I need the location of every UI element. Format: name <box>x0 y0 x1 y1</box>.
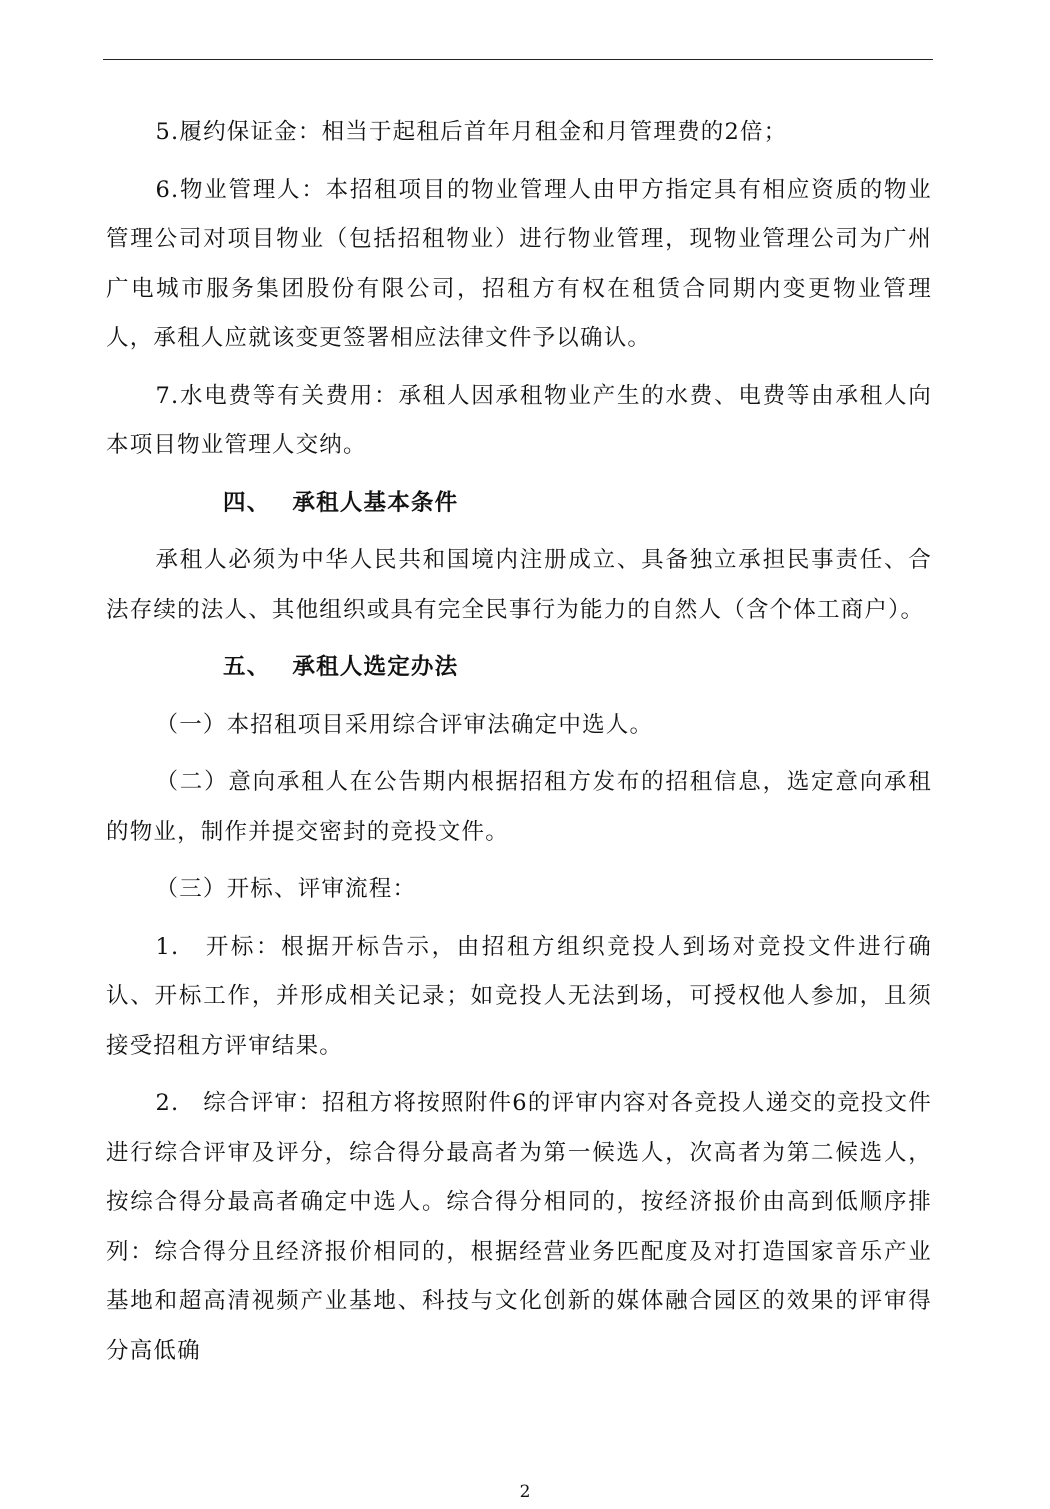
section-heading-lessee-conditions <box>106 479 932 529</box>
paragraph-deposit: 5.履约保证金：相当于起租后首年月租金和月管理费的2倍； <box>155 119 788 145</box>
section-number: 五、 <box>223 654 271 680</box>
paragraph-evaluation-method: （一）本招租项目采用综合评审法确定中选人。 <box>155 711 654 738</box>
section-title: 承租人选定办法 <box>292 654 459 680</box>
paragraph-comprehensive-review: 2. 综合评审：招租方将按照附件6的评审内容对各竞投人递交的竞投文件进行综合评审及评分，综合得分最高者为第一候选人，次高者为第二候选人，按综合得分最高者确定中选人。综合得分相同的，按经济报价由高到低顺序排列：综合得分且经济报价相同的，根据经营业务匹配度及对打造国家音乐产业基地和超高清视频产业基地、科技与文化创新的媒体融合园区的效果的评审得分高低确 <box>106 1090 932 1364</box>
paragraph-lessee-requirements: 承租人必须为中华人民共和国境内注册成立、具备独立承担民事责任、合法存续的法人、其他组织或具有完全民事行为能力的自然人（含个体工商户）。 <box>106 547 932 623</box>
page-number: 2 <box>519 1482 531 1502</box>
paragraph-bid-submission: （二）意向承租人在公告期内根据招租方发布的招租信息，选定意向承租的物业，制作并提交密封的竞投文件。 <box>106 769 932 845</box>
section-title: 承租人基本条件 <box>292 489 459 516</box>
header-rule <box>103 59 933 60</box>
section-heading-selection-method <box>106 643 932 693</box>
paragraph-property-manager: 6.物业管理人：本招租项目的物业管理人由甲方指定具有相应资质的物业管理公司对项目物业（包括招租物业）进行物业管理，现物业管理公司为广州广电城市服务集团股份有限公司，招租方有权在租赁合同期内变更物业管理人，承租人应就该变更签署相应法律文件予以确认。 <box>106 176 932 351</box>
paragraph-process-title: （三）开标、评审流程： <box>155 876 417 902</box>
document-body <box>106 108 932 1384</box>
section-number: 四、 <box>223 489 271 516</box>
paragraph-bid-opening: 1. 开标：根据开标告示，由招租方组织竞投人到场对竞投文件进行确认、开标工作，并形成相关记录；如竞投人无法到场，可授权他人参加，且须接受招租方评审结果。 <box>106 933 932 1059</box>
paragraph-utility-fees: 7.水电费等有关费用：承租人因承租物业产生的水费、电费等由承租人向本项目物业管理人交纳。 <box>106 382 932 458</box>
